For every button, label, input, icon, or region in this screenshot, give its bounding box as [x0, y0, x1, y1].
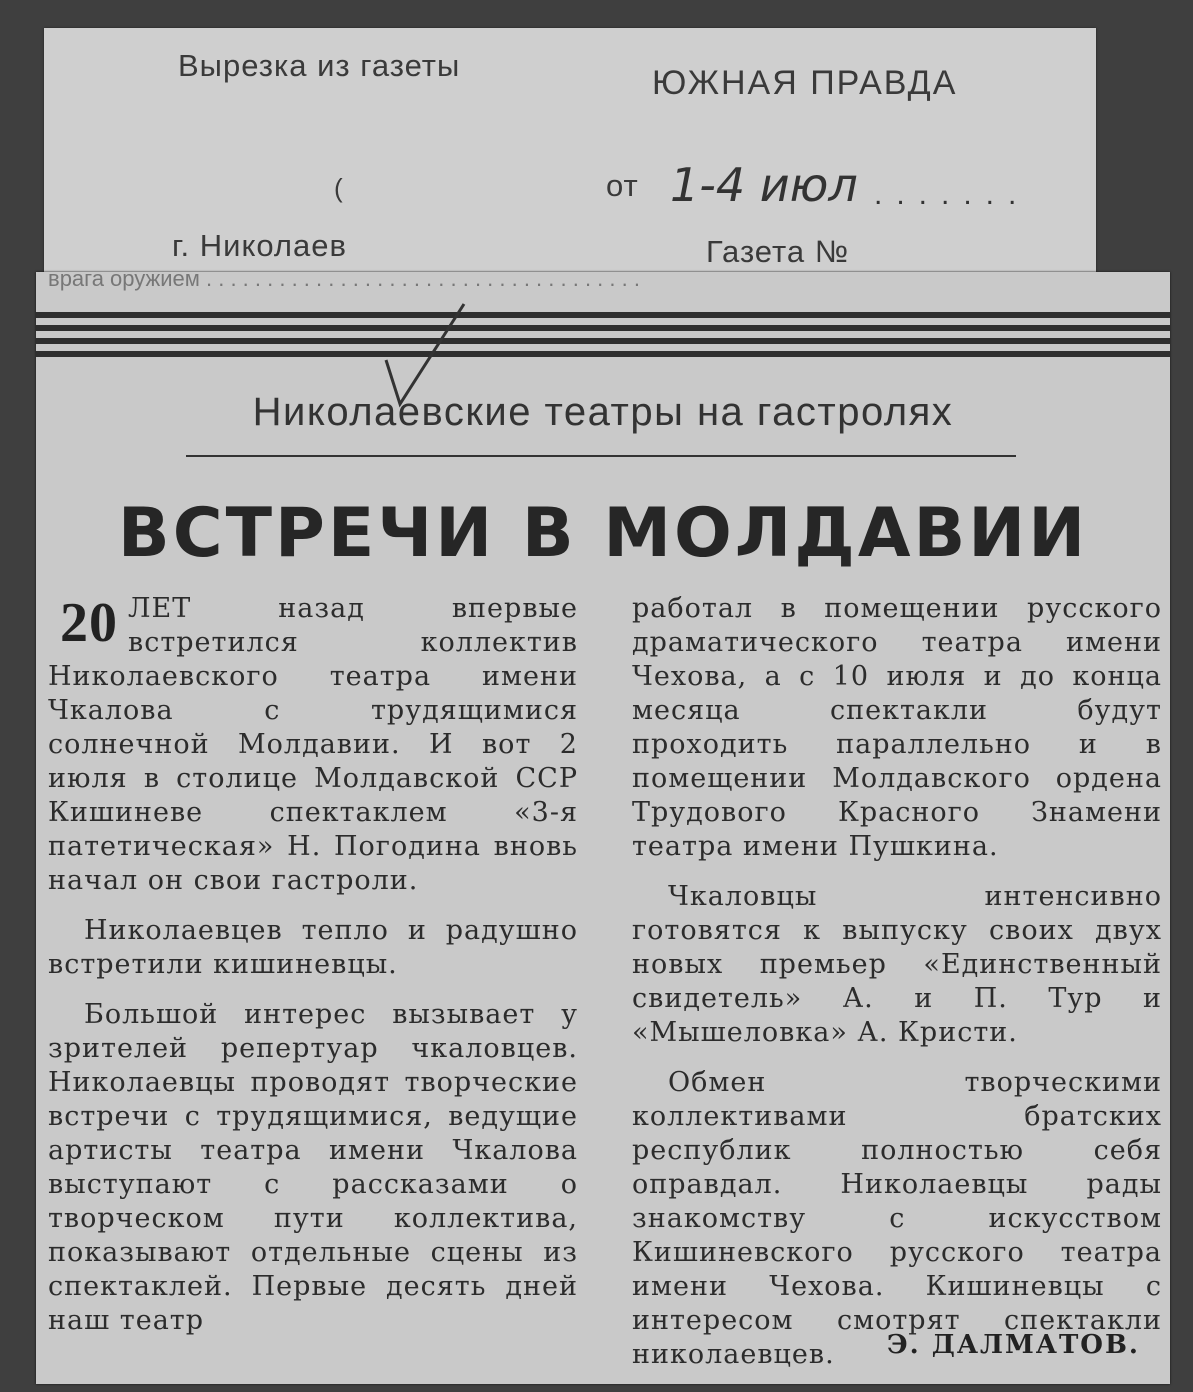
- rubric-heading: Николаевские театры на гастролях: [252, 390, 954, 434]
- handwritten-date: 1-4 июл: [670, 158, 858, 212]
- newspaper-clipping: [36, 266, 1170, 1384]
- paragraph: Большой интерес вызывает у зрителей репертуар чкаловцев. Николаевцы проводят творческие встречи с трудящимися, ведущие артисты театра имени Чкалова выступают с рассказами о творческом пути коллектива, показывают отдельные сцены из спектаклей. Первые десять дней наш театр: [48, 999, 578, 1336]
- paragraph: Чкаловцы интенсивно готовятся к выпуску своих двух новых премьер «Единственный свидетель» А. и П. Тур и «Мышеловка» А. Кристи.: [632, 881, 1162, 1048]
- dropcap-number: 20: [60, 592, 118, 654]
- paragraph: работал в помещении русского драматического театра имени Чехова, а с 10 июля и до конца месяца спектакли будут проходить параллельно и в помещении Молдавского ордена Трудового Красного Знамени театра имени Пушкина.: [632, 593, 1162, 862]
- gazette-number-label: Газета №: [706, 234, 849, 269]
- city-label: г. Николаев: [172, 228, 347, 263]
- article-column-left: [48, 592, 578, 1354]
- clipping-label-card: [44, 28, 1096, 290]
- author-signature: Э. ДАЛМАТОВ.: [886, 1330, 1140, 1360]
- article-headline: ВСТРЕЧИ В МОЛДАВИИ: [117, 494, 1089, 573]
- paragraph: [48, 592, 578, 898]
- rubric-underline: [186, 455, 1016, 457]
- article-column-right: [632, 592, 1162, 1388]
- bracket-mark: (: [334, 173, 344, 203]
- paragraph-text: ЛЕТ назад впервые встретился коллектив Николаевского театра имени Чкалова с трудящимися солнечной Молдавии. И вот 2 июля в столице Молдавской ССР Кишиневе спектаклем «3-я патетическая» Н. Погодина вновь начал он свои гастроли.: [48, 593, 578, 896]
- date-dots: .......: [874, 178, 1031, 211]
- paragraph: Обмен творческими коллективами братских республик полностью себя оправдал. Николаевцы рады знакомству с искусством Кишиневского русского театра имени Чехова. Кишиневцы с интересом смотрят спектакли николаевцев.: [632, 1067, 1162, 1370]
- handwritten-check-mark-icon: [380, 300, 470, 410]
- decorative-rules: [36, 312, 1170, 364]
- paragraph: Николаевцев тепло и радушно встретили кишиневцы.: [48, 915, 578, 980]
- newspaper-name: ЮЖНАЯ ПРАВДА: [652, 64, 958, 102]
- date-from-label: от: [606, 168, 639, 203]
- clipping-from-label: Вырезка из газеты: [178, 48, 461, 83]
- bleed-through-text: врага оружием . . . . . . . . . . . . . . . . . . . . . . . . . . . . . . . . . . . .: [48, 266, 640, 291]
